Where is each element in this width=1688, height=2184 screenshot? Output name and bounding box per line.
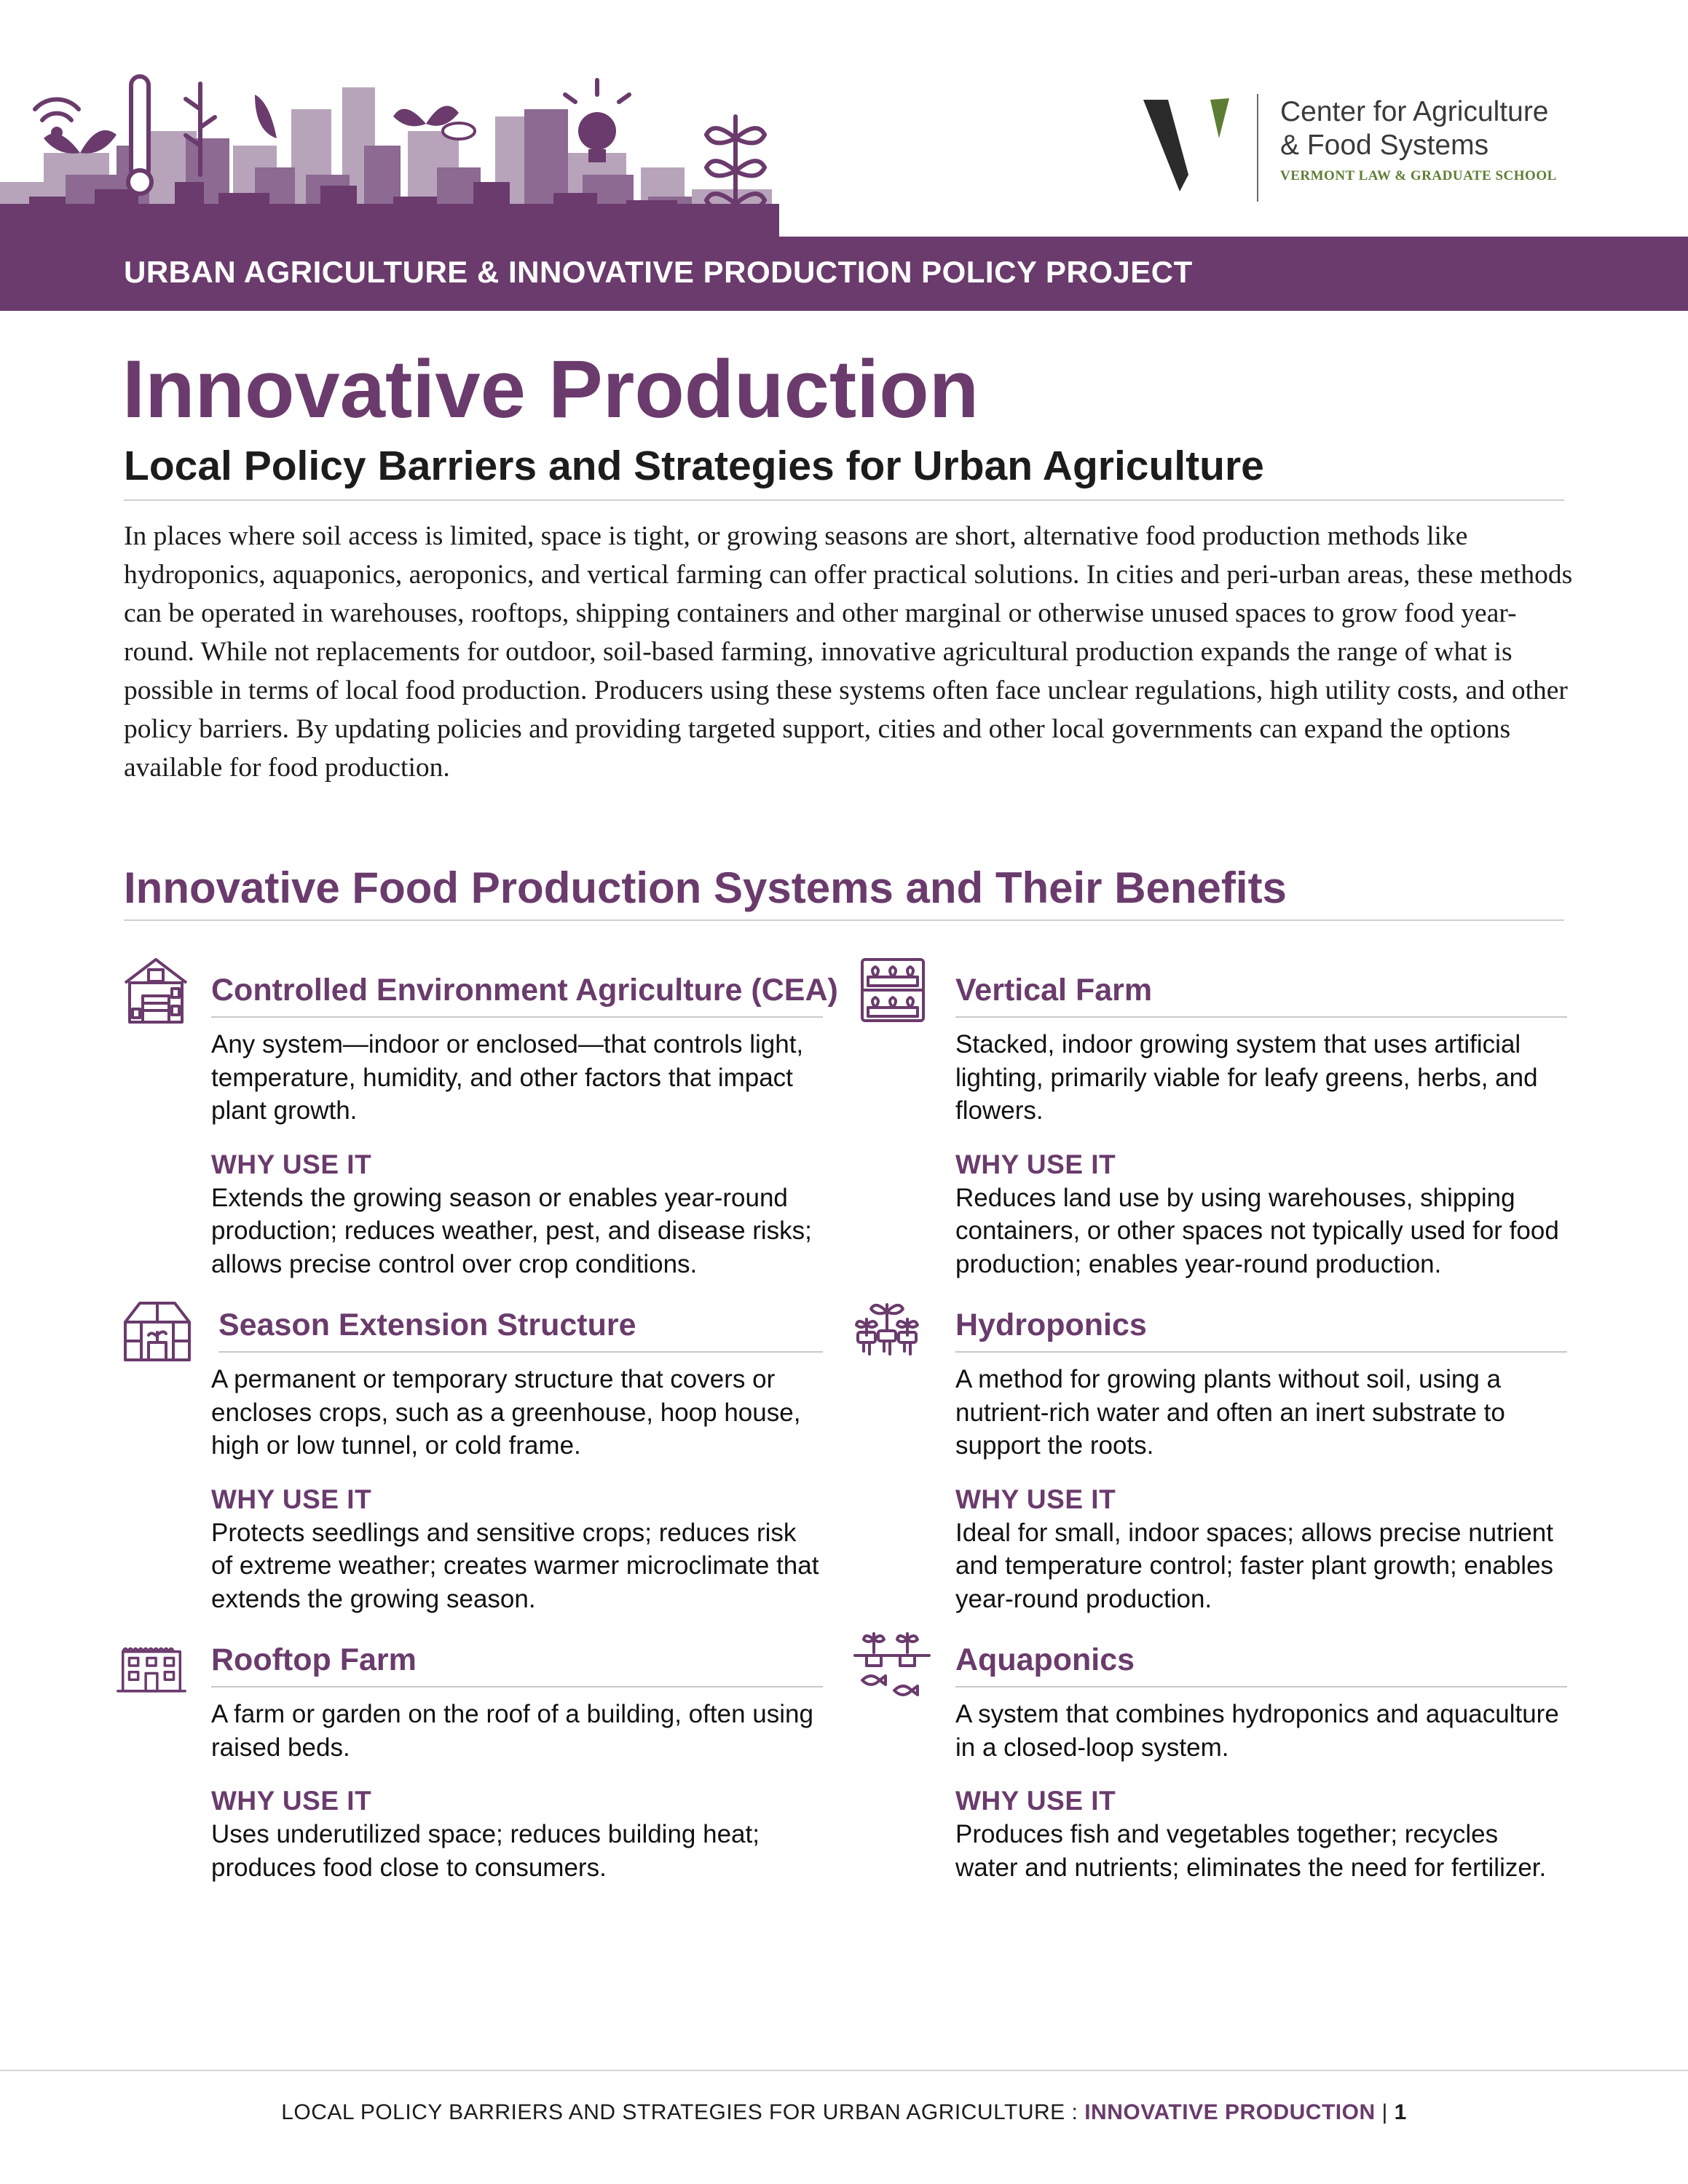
card-title: Aquaponics	[955, 1638, 1567, 1688]
why-label: WHY USE IT	[955, 1149, 1116, 1179]
logo-line-1: Center for Agriculture	[1280, 96, 1549, 127]
intro-paragraph: In places where soil access is limited, space is tight, or growing seasons are short, alternative food production methods like hydroponics, aquaponics, aeroponics, and vertical farming can offer practical solutions. In cities and peri-urban areas, these methods can be operated in warehouses, rooftops, shipping containers and other marginal or otherwise unused spaces to grow food year-round. While not replacements for outdoor, soil-based farming, innovative agricultural production expands the range of what is possible in terms of local food production. Producers using these systems often face unclear regulations, high utility costs, and other policy barriers. By updating policies and providing targeted support, cities and other local governments can expand the options available for food production.	[124, 521, 1573, 783]
footer-separator: |	[1375, 2100, 1395, 2124]
banner-text: URBAN AGRICULTURE & INNOVATIVE PRODUCTION POLICY PROJECT	[124, 255, 1193, 289]
page-footer	[0, 2100, 1688, 2125]
system-card-cea	[211, 968, 838, 1281]
card-title: Hydroponics	[955, 1303, 1567, 1353]
card-title: Rooftop Farm	[211, 1638, 823, 1688]
why-label: WHY USE IT	[955, 1786, 1116, 1816]
card-title: Season Extension Structure	[218, 1303, 823, 1353]
why-text: Protects seedlings and sensitive crops; reduces risk of extreme weather; creates warmer microclimate that extends the growing season.	[211, 1518, 819, 1613]
system-card-aquaponics	[955, 1638, 1567, 1884]
fish-and-plants-icon	[852, 1623, 932, 1704]
footer-prefix: LOCAL POLICY BARRIERS AND STRATEGIES FOR URBAN AGRICULTURE :	[281, 2100, 1085, 2124]
card-description: Stacked, indoor growing system that uses artificial lighting, primarily viable for leafy greens, herbs, and flowers.	[955, 1030, 1538, 1125]
organization-logo	[1143, 91, 1580, 207]
logo-divider	[1257, 94, 1258, 202]
system-card-season-extension	[211, 1303, 823, 1615]
building-icon	[121, 954, 191, 1024]
why-text: Produces fish and vegetables together; recycles water and nutrients; eliminates the need for fertilizer.	[955, 1820, 1547, 1882]
why-label: WHY USE IT	[211, 1484, 372, 1514]
why-label: WHY USE IT	[955, 1484, 1116, 1514]
footer-highlight: INNOVATIVE PRODUCTION	[1084, 2100, 1376, 2124]
section-divider	[124, 919, 1564, 921]
why-label: WHY USE IT	[211, 1786, 372, 1816]
why-text: Uses underutilized space; reduces building heat; produces food close to consumers.	[211, 1820, 760, 1882]
why-text: Extends the growing season or enables year-round production; reduces weather, pest, and disease risks; allows precise control over crop conditions.	[211, 1183, 812, 1278]
card-title: Controlled Environment Agriculture (CEA)	[211, 968, 823, 1018]
page-number: 1	[1394, 2100, 1407, 2124]
city-skyline-illustration	[0, 0, 779, 240]
logo-text	[1280, 95, 1586, 184]
greenhouse-icon	[122, 1296, 192, 1366]
hydroponic-plants-icon	[852, 1290, 922, 1360]
rooftop-building-icon	[117, 1631, 186, 1701]
card-description: A system that combines hydroponics and aquaculture in a closed-loop system.	[955, 1700, 1559, 1762]
system-card-hydroponics	[955, 1303, 1567, 1615]
card-description: A method for growing plants without soil, using a nutrient-rich water and often an inert substrate to support the roots.	[955, 1365, 1505, 1460]
card-description: A farm or garden on the roof of a building, often using raised beds.	[211, 1700, 813, 1762]
footer-divider	[0, 2070, 1688, 2071]
project-banner	[0, 237, 1688, 311]
stacked-shelves-icon	[858, 955, 928, 1025]
page-title: Innovative Production	[122, 344, 979, 435]
logo-line-2: & Food Systems	[1280, 130, 1489, 161]
why-text: Reduces land use by using warehouses, shipping containers, or other spaces not typically used for food production; enables year-round production.	[955, 1183, 1559, 1278]
system-card-rooftop-farm	[211, 1638, 823, 1884]
card-description: A permanent or temporary structure that covers or encloses crops, such as a greenhouse, hoop house, high or low tunnel, or cold frame.	[211, 1365, 801, 1460]
v-logo-icon	[1143, 98, 1234, 193]
system-card-vertical-farm	[955, 968, 1567, 1281]
card-description: Any system—indoor or enclosed—that controls light, temperature, humidity, and other factors that impact plant growth.	[211, 1030, 804, 1125]
why-text: Ideal for small, indoor spaces; allows precise nutrient and temperature control; faster plant growth; enables year-round production.	[955, 1518, 1554, 1613]
card-title: Vertical Farm	[955, 968, 1567, 1018]
why-label: WHY USE IT	[211, 1149, 372, 1179]
logo-subline: VERMONT LAW & GRADUATE SCHOOL	[1280, 168, 1557, 183]
page-subtitle: Local Policy Barriers and Strategies for Urban Agriculture	[124, 443, 1264, 489]
section-heading: Innovative Food Production Systems and Their Benefits	[124, 863, 1287, 912]
title-divider	[124, 499, 1564, 501]
